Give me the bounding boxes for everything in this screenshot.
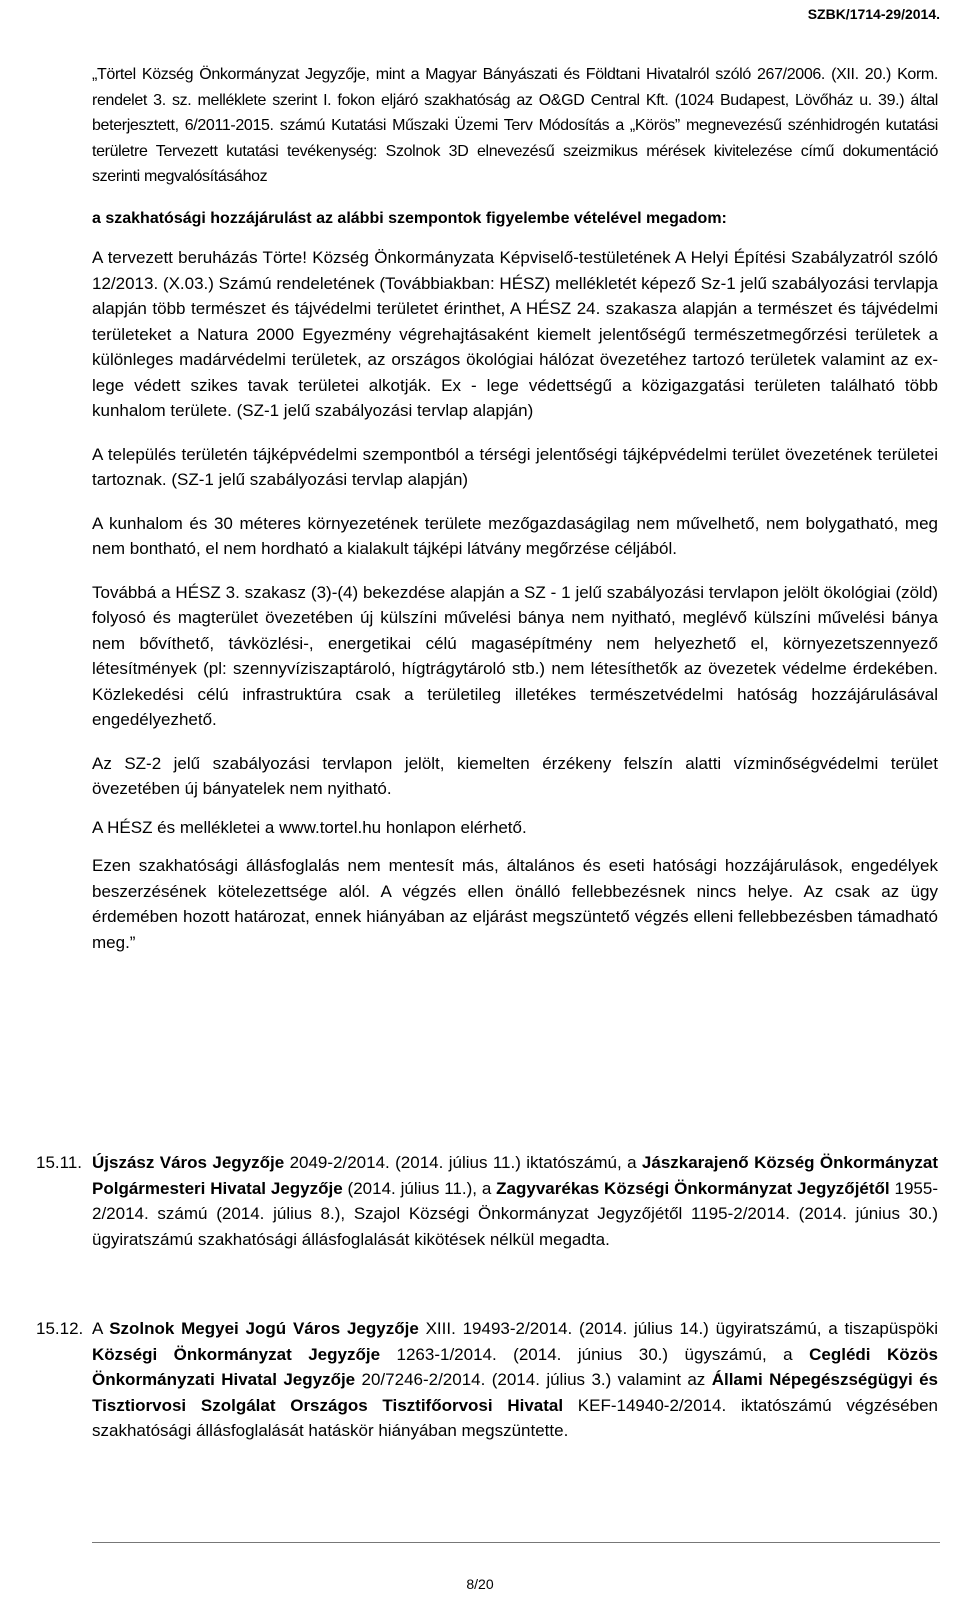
paragraph-kunhalom: A kunhalom és 30 méteres környezetének területe mezőgazdaságilag nem művelhető, nem bolygatható, meg nem bontható, el nem hordható a kialakult tájképi látvány megőrzése céljából. bbox=[92, 513, 938, 558]
quoted-decision bbox=[92, 62, 938, 973]
paragraph-protected-areas: A tervezett beruházás Törte! Község Önkormányzata Képviselő-testületének A Helyi Építési Szabályzatról szóló 12/2013. (X.03.) Számú rendeletének (Továbbiakban: HÉSZ) mellékletét képező Sz-1 jelű szabályozási tervlapja alapján több természet és tájvédelmi területet érinthet, A HÉSZ 24. szakasza alapján a természet és tájvédelmi területeket a Natura 2000 Egyezmény végrehajtásaként kiemelt jelentőségű természetmegőrzési területek a különleges madárvédelmi területek, az országos ökológiai hálózat övezetéhez tartozó területek valamint az ex-lege védett szikes tavak területei alkotják. Ex - lege védettségű a közigazgatási területen található több kunhalom területe. (SZ-1 jelű szabályozási tervlap alapján) bbox=[92, 248, 938, 420]
paragraph-consent: a szakhatósági hozzájárulást az alábbi szempontok figyelembe vételével megadom: bbox=[92, 209, 727, 227]
paragraph-water-protection: Az SZ-2 jelű szabályozási tervlapon jelölt, kiemelten érzékeny felszín alatti vízminőségvédelmi terület övezetében új bányatelek nem nyitható. bbox=[92, 753, 938, 798]
item-text: Újszász Város Jegyzője 2049-2/2014. (2014. július 11.) iktatószámú, a Jászkarajenő Község Önkormányzat Polgármesteri Hivatal Jegyzője (2014. július 11.), a Zagyvarékas Községi Önkormányzat Jegyzőjétől 1955-2/2014. számú (2014. július 8.), Szajol Községi Önkormányzat Jegyzőjétől 1195-2/2014. (2014. június 30.) ügyiratszámú szakhatósági állásfoglalását kikötések nélkül megadta. bbox=[92, 1153, 938, 1249]
paragraph-website: A HÉSZ és mellékletei a www.tortel.hu honlapon elérhető. bbox=[92, 817, 527, 837]
item-number: 15.11. bbox=[36, 1153, 83, 1172]
paragraph-intro: „Törtel Község Önkormányzat Jegyzője, mint a Magyar Bányászati és Földtani Hivatalról szóló 267/2006. (XII. 20.) Korm. rendelet 3. sz. melléklete szerint I. fokon eljáró szakhatóság az O&GD Central Kft. (1024 Budapest, Lövőház u. 39.) által beterjesztett, 6/2011-2015. számú Kutatási Műszaki Üzemi Terv Módosítás a „Körös” megnevezésű szénhidrogén kutatási területre Tervezett kutatási tevékenység: Szolnok 3D elnevezésű szeizmikus mérések kivitelezése című dokumentáció szerinti megvalósításához bbox=[92, 66, 938, 185]
paragraph-landscape: A település területén tájképvédelmi szempontból a térségi jelentőségi tájképvédelmi terület övezetének területei tartoznak. (SZ-1 jelű szabályozási tervlap alapján) bbox=[92, 444, 938, 489]
paragraph-ecological-corridor: Továbbá a HÉSZ 3. szakasz (3)-(4) bekezdése alapján a SZ - 1 jelű szabályozási tervlapon jelölt ökológiai (zöld) folyosó és magterület övezetében új külszíni művelési bánya nem nyitható, meglévő külszíni művelési bánya nem bővíthető, távközlési-, energetikai célú magasépítmény nem helyezhető el, környezetszennyező létesítmények (pl: szennyvíziszaptároló, hígtrágytároló stb.) nem létesíthetők az övezetek védelme érdekében. Közlekedési célú infrastruktúra csak a területileg illetékes természetvédelmi hatóság hozzájárulásával engedélyezhető. bbox=[92, 582, 938, 729]
item-number: 15.12. bbox=[36, 1319, 84, 1338]
paragraph-appeal: Ezen szakhatósági állásfoglalás nem mentesít más, általános és eseti hatósági hozzájárulások, engedélyek beszerzésének kötelezettsége alól. A végzés ellen önálló fellebbezésnek nincs helye. Az csak az ügy érdemében hozott határozat, ennek hiányában az eljárást megszüntető végzés elleni fellebbezésben támadható meg.” bbox=[92, 856, 938, 952]
page-number: 8/20 bbox=[466, 1576, 494, 1592]
document-id: SZBK/1714-29/2014. bbox=[807, 6, 940, 22]
footer-divider bbox=[92, 1542, 940, 1543]
item-text: A Szolnok Megyei Jogú Város Jegyzője XIII. 19493-2/2014. (2014. július 14.) ügyiratszámú, a tiszapüspöki Községi Önkormányzat Jegyzője 1263-1/2014. (2014. június 30.) ügyszámú, a Ceglédi Közös Önkormányzati Hivatal Jegyzője 20/7246-2/2014. (2014. július 3.) valamint az Állami Népegészségügyi és Tisztiorvosi Szolgálat Országos Tisztifőorvosi Hivatal KEF-14940-2/2014. iktatószámú végzésében szakhatósági állásfoglalását hatáskör hiányában megszüntette. bbox=[92, 1319, 938, 1440]
